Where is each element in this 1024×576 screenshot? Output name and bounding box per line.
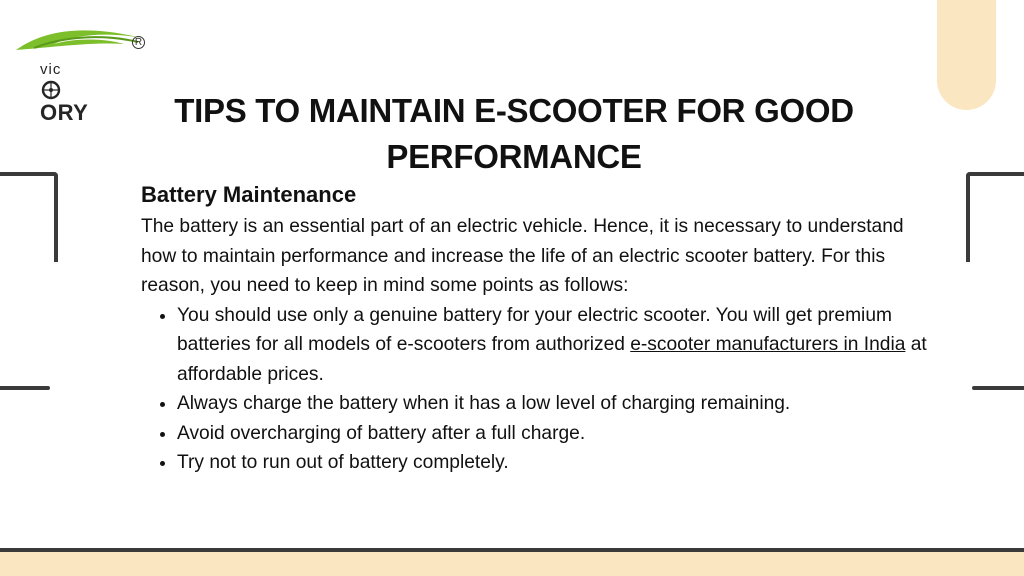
intro-paragraph: The battery is an essential part of an electric vehicle. Hence, it is necessary to understand how to maintain performance and increase the life of an electric scooter battery. For this reason, you need to keep in mind some points as follows: (141, 216, 904, 296)
content-body (141, 180, 941, 478)
tips-list (141, 301, 941, 478)
left-bracket-bottom (0, 386, 50, 390)
list-item: • Always charge the battery when it has a low level of charging remaining. (177, 389, 941, 419)
registered-mark-icon: R (132, 36, 145, 49)
logo (14, 24, 154, 125)
section-heading: Battery Maintenance (141, 182, 357, 207)
logo-wordmark-lead: vic (40, 61, 62, 78)
footer-band (0, 548, 1024, 576)
tip-text-after-link: at affordable prices. (177, 334, 927, 385)
page-title: TIPS TO MAINTAIN E-SCOOTER FOR GOOD PERFORMANCE (174, 92, 854, 176)
list-item: • Avoid overcharging of battery after a full charge. (177, 419, 941, 449)
tip-text-before-link: You should use only a genuine battery for your electric scooter. You will get premium batteries for all models of e-scooters from authorized (177, 304, 892, 355)
right-bracket-bottom (972, 386, 1024, 390)
decorative-tab (937, 0, 996, 110)
manufacturers-link[interactable]: e-scooter manufacturers in India (630, 334, 906, 355)
logo-wordmark-tail: ORY (40, 100, 89, 125)
list-item: • Try not to run out of battery completely. (177, 448, 941, 478)
wheel-icon (41, 80, 61, 100)
footer-divider (0, 548, 1024, 552)
left-bracket-top (0, 172, 58, 262)
logo-wordmark (40, 54, 88, 126)
list-item (177, 301, 941, 390)
right-bracket-top (966, 172, 1024, 262)
